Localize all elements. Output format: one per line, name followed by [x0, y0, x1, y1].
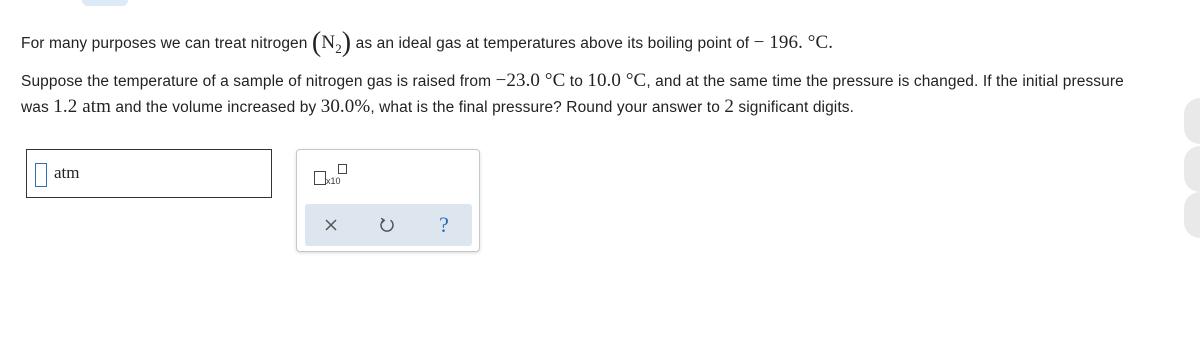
final-temperature: 10.0 °C	[587, 70, 647, 91]
side-tab-3[interactable]	[1184, 192, 1200, 238]
line3-middle: and the volume increased by	[115, 99, 317, 116]
to-word: to	[569, 73, 583, 90]
close-paren: )	[341, 27, 352, 58]
line2-prefix: Suppose the temperature of a sample of nitrogen gas is raised from	[21, 73, 492, 90]
x-icon	[324, 218, 338, 232]
question-line-3	[21, 96, 854, 118]
help-icon: ?	[439, 212, 449, 237]
side-tab-2[interactable]	[1184, 146, 1200, 192]
help-button[interactable]	[429, 210, 459, 240]
math-palette	[296, 149, 480, 252]
line1-middle: as an ideal gas at temperatures above its boiling point of	[355, 35, 750, 52]
line3-suffix: significant digits.	[738, 99, 855, 116]
sci-notation-label: x10	[326, 176, 341, 186]
answer-unit: atm	[54, 163, 80, 182]
answer-entry-slot[interactable]	[35, 163, 47, 187]
side-tab-1[interactable]	[1184, 98, 1200, 144]
answer-input[interactable]	[26, 149, 272, 198]
palette-action-bar	[305, 204, 472, 246]
undo-icon	[378, 216, 396, 234]
top-tab[interactable]	[82, 0, 128, 6]
clear-button[interactable]	[316, 210, 346, 240]
open-paren: (	[311, 27, 322, 58]
line3-middle2: , what is the final pressure? Round your answer to	[370, 99, 720, 116]
undo-button[interactable]	[372, 210, 402, 240]
sci-exponent-box	[338, 164, 347, 174]
boiling-point: − 196. °C.	[753, 32, 834, 53]
line3-prefix: was	[21, 99, 49, 116]
question-line-1	[21, 26, 833, 57]
line1-prefix: For many purposes we can treat nitrogen	[21, 35, 308, 52]
scientific-notation-button[interactable]	[312, 166, 352, 190]
volume-change: 30.0%	[320, 96, 371, 117]
initial-pressure: 1.2 atm	[53, 96, 111, 117]
question-line-2	[21, 70, 1124, 92]
sci-base-box	[314, 171, 326, 185]
sig-figs: 2	[724, 96, 734, 117]
nitrogen-formula: $N_2$	[321, 32, 342, 56]
line2-suffix: , and at the same time the pressure is changed. If the initial pressure	[646, 73, 1124, 90]
initial-temperature: −23.0 °C	[495, 70, 566, 91]
